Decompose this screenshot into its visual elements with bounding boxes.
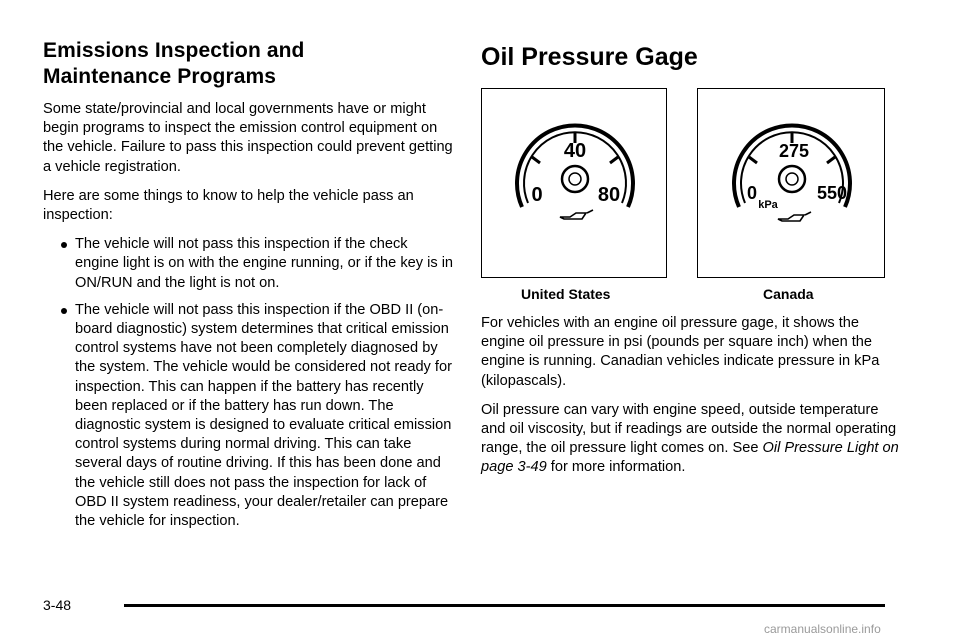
gauge-us-tick [610,157,618,163]
gauge-us-frame [481,88,667,278]
gauge-ca-tick [749,157,757,163]
bullet-text: The vehicle will not pass this inspection if the check engine light is on with the engine running, or if the key is in ON/RUN and the light is not on. [75,236,454,291]
emissions-tips-intro: Here are some things to know to help the vehicle pass an inspection: [43,187,414,224]
oil-pressure-note-text: Oil pressure can vary with engine speed, outside temperature and oil viscosity, but if readings are outside the normal operating range, the oil pressure light comes on. See [481,401,897,457]
gauge-ca-figure [698,89,886,279]
gauge-ca-mid-label: 275 [778,141,810,161]
footer-rule [124,604,885,607]
oil-pressure-note-tail: for more information. [546,459,686,476]
gauge-us-mid-label: 40 [563,140,587,162]
gauge-us-tick [532,157,540,163]
page-number: 3-48 [43,597,72,613]
gauge-ca-hub [779,166,805,192]
gauge-ca-frame [697,88,885,278]
gauge-ca-hub-inner [786,173,798,185]
watermark: carmanualsonline.info [764,622,881,636]
oil-pressure-description: For vehicles with an engine oil pressure gage, it shows the engine oil pressure in psi (pounds per square inch) when the engine is running. Canadian vehicles indicate pressure in kPa (kilopascals). [481,315,880,389]
oil-pressure-note [481,401,901,478]
emissions-heading [43,38,455,90]
emissions-heading-line2: Maintenance Programs [43,65,277,88]
gauge-ca-caption: Canada [763,286,814,302]
oil-can-icon [778,215,804,221]
oil-pressure-heading: Oil Pressure Gage [481,43,698,71]
emissions-section [43,38,455,539]
emissions-bullet-list [43,235,455,531]
gauge-us-hub [562,166,588,192]
bullet-dot-icon [61,308,67,314]
oil-can-icon [560,213,586,219]
gauge-us-min-label: 0 [531,184,543,206]
emissions-heading-line1: Emissions Inspection and [43,39,305,62]
bullet-dot-icon [61,242,67,248]
gauge-illustrations [481,88,901,308]
gauge-ca-tick [827,157,835,163]
oil-pressure-light-reference: Oil Pressure Light on page 3-49 [481,440,899,476]
emissions-intro: Some state/provincial and local governments have or might begin programs to inspect the emission control equipment on the vehicle. Failure to pass this inspection could prevent getting a vehicle registration. [43,101,453,175]
gauge-ca-max-label: 550 [816,183,848,203]
gauge-ca-min-label: 0 [746,183,758,203]
bullet-item [43,301,455,531]
oil-pressure-section [481,38,901,488]
gauge-us-figure [482,89,668,279]
bullet-item [43,235,455,293]
gauge-us-hub-inner [569,173,581,185]
bullet-text: The vehicle will not pass this inspection if the OBD II (on-board diagnostic) system determines that critical emission control systems have not been completely diagnosed by the system. The vehicle would be considered not ready for inspection. This can happen if the battery has recently been replaced or if the battery has run down. The diagnostic system is designed to evaluate critical emission control systems during normal driving. This can take several days of routine driving. If this has been done and the vehicle still does not pass the inspection for lack of OBD II system readiness, your dealer/retailer can prepare the vehicle for inspection. [75,301,452,530]
gauge-us-max-label: 80 [597,184,621,206]
gauge-ca-unit-label: kPa [758,199,778,211]
gauge-us-caption: United States [521,286,611,302]
